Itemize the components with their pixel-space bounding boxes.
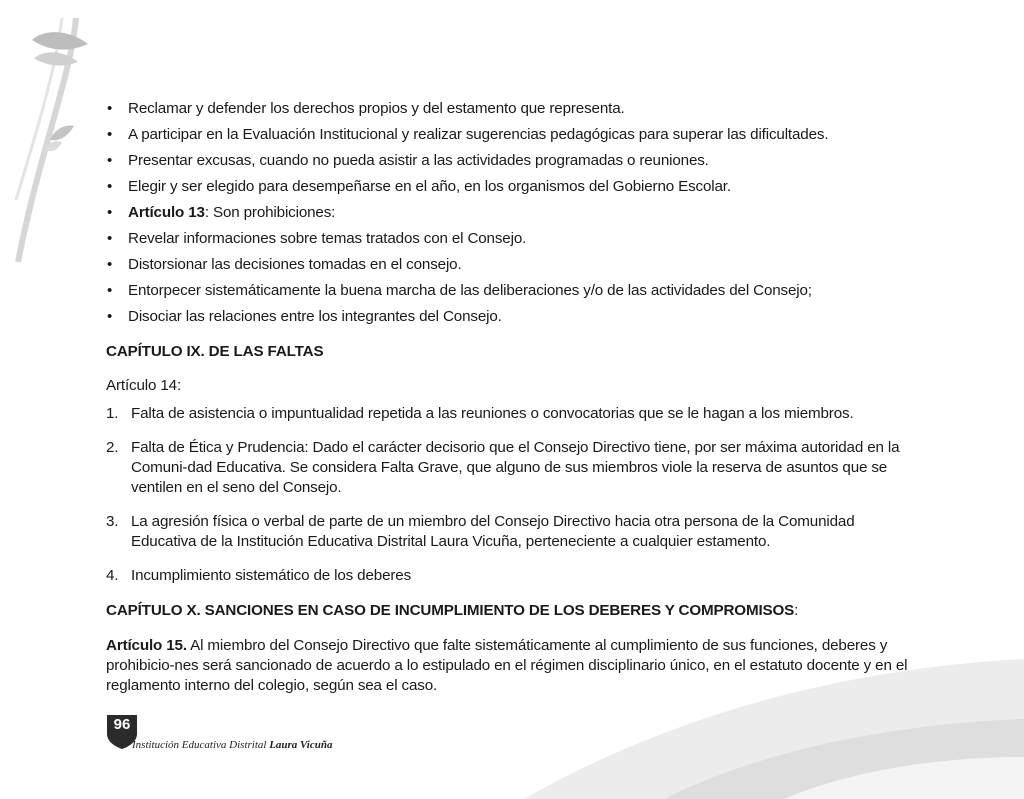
list-item bbox=[106, 174, 922, 200]
list-item-text: Falta de asistencia o impuntualidad repetida a las reuniones o convocatorias que se le hagan a los miembros. bbox=[131, 405, 854, 422]
list-item bbox=[106, 304, 922, 330]
list-item-text: Revelar informaciones sobre temas tratados con el Consejo. bbox=[128, 230, 527, 247]
list-item-text: Reclamar y defender los derechos propios y del estamento que representa. bbox=[128, 100, 625, 117]
list-item bbox=[106, 566, 922, 586]
footer-institution bbox=[132, 739, 332, 751]
rights-prohibitions-list bbox=[106, 96, 922, 330]
institution-label: Institución Educativa Distrital bbox=[132, 739, 267, 751]
article-15-text: Al miembro del Consejo Directivo que falte sistemáticamente al cumplimiento de sus funciones, deberes y prohibicio-nes será sancionado de acuerdo a lo estipulado en el régimen disciplinario único, en el estatuto docente y en el reglamento interno del colegio, según sea el caso. bbox=[106, 637, 908, 694]
list-item bbox=[106, 200, 922, 226]
list-item bbox=[106, 438, 922, 498]
list-item bbox=[106, 404, 922, 424]
list-item bbox=[106, 122, 922, 148]
chapter-10-title: CAPÍTULO X. SANCIONES EN CASO DE INCUMPLIMIENTO DE LOS DEBERES Y COMPROMISOS bbox=[106, 602, 795, 619]
list-item bbox=[106, 252, 922, 278]
list-item bbox=[106, 512, 922, 552]
item-number: 4. bbox=[106, 567, 119, 584]
list-item bbox=[106, 96, 922, 122]
institution-name: Laura Vicuña bbox=[269, 739, 333, 751]
list-item-text: Incumplimiento sistemático de los deberes bbox=[131, 567, 412, 584]
list-item-text: Entorpecer sistemáticamente la buena marcha de las deliberaciones y/o de las actividades del Consejo; bbox=[128, 282, 812, 299]
article-15-label: Artículo 15. bbox=[106, 637, 187, 654]
list-item bbox=[106, 278, 922, 304]
article-15-paragraph bbox=[106, 636, 922, 696]
article-14-label: Artículo 14: bbox=[106, 377, 182, 394]
list-item-text: Falta de Ética y Prudencia: Dado el carácter decisorio que el Consejo Directivo tiene, por ser máxima autoridad en la Comuni-dad Educativa. Se considera Falta Grave, que alguno de sus miembros viole la reserva de asuntos que se ventilen en el seno del Consejo. bbox=[131, 439, 900, 496]
item-number: 3. bbox=[106, 513, 119, 530]
list-item-text: A participar en la Evaluación Institucional y realizar sugerencias pedagógicas para superar las dificultades. bbox=[128, 126, 829, 143]
chapter-10-suffix: : bbox=[794, 602, 799, 619]
article-13-label: Artículo 13 bbox=[128, 204, 205, 221]
list-item-text: Presentar excusas, cuando no pueda asistir a las actividades programadas o reuniones. bbox=[128, 152, 709, 169]
list-item-text: Elegir y ser elegido para desempeñarse en el año, en los organismos del Gobierno Escolar. bbox=[128, 178, 731, 195]
faults-list bbox=[106, 404, 922, 586]
list-item-text: Distorsionar las decisiones tomadas en el consejo. bbox=[128, 256, 462, 273]
list-item bbox=[106, 148, 922, 174]
chapter-9-heading: CAPÍTULO IX. DE LAS FALTAS bbox=[106, 343, 324, 360]
chapter-10-heading bbox=[106, 600, 922, 622]
page-number: 96 bbox=[113, 716, 131, 733]
item-number: 2. bbox=[106, 439, 119, 456]
list-item-text: : Son prohibiciones: bbox=[204, 204, 336, 221]
list-item bbox=[106, 226, 922, 252]
document-body bbox=[106, 96, 922, 696]
list-item-text: La agresión física o verbal de parte de un miembro del Consejo Directivo hacia otra persona de la Comunidad Educativa de la Institución Educativa Distrital Laura Vicuña, perteneciente a cualquier estamento. bbox=[131, 513, 855, 550]
item-number: 1. bbox=[106, 405, 119, 422]
list-item-text: Disociar las relaciones entre los integrantes del Consejo. bbox=[128, 308, 502, 325]
decorative-branch-illustration bbox=[0, 0, 110, 280]
